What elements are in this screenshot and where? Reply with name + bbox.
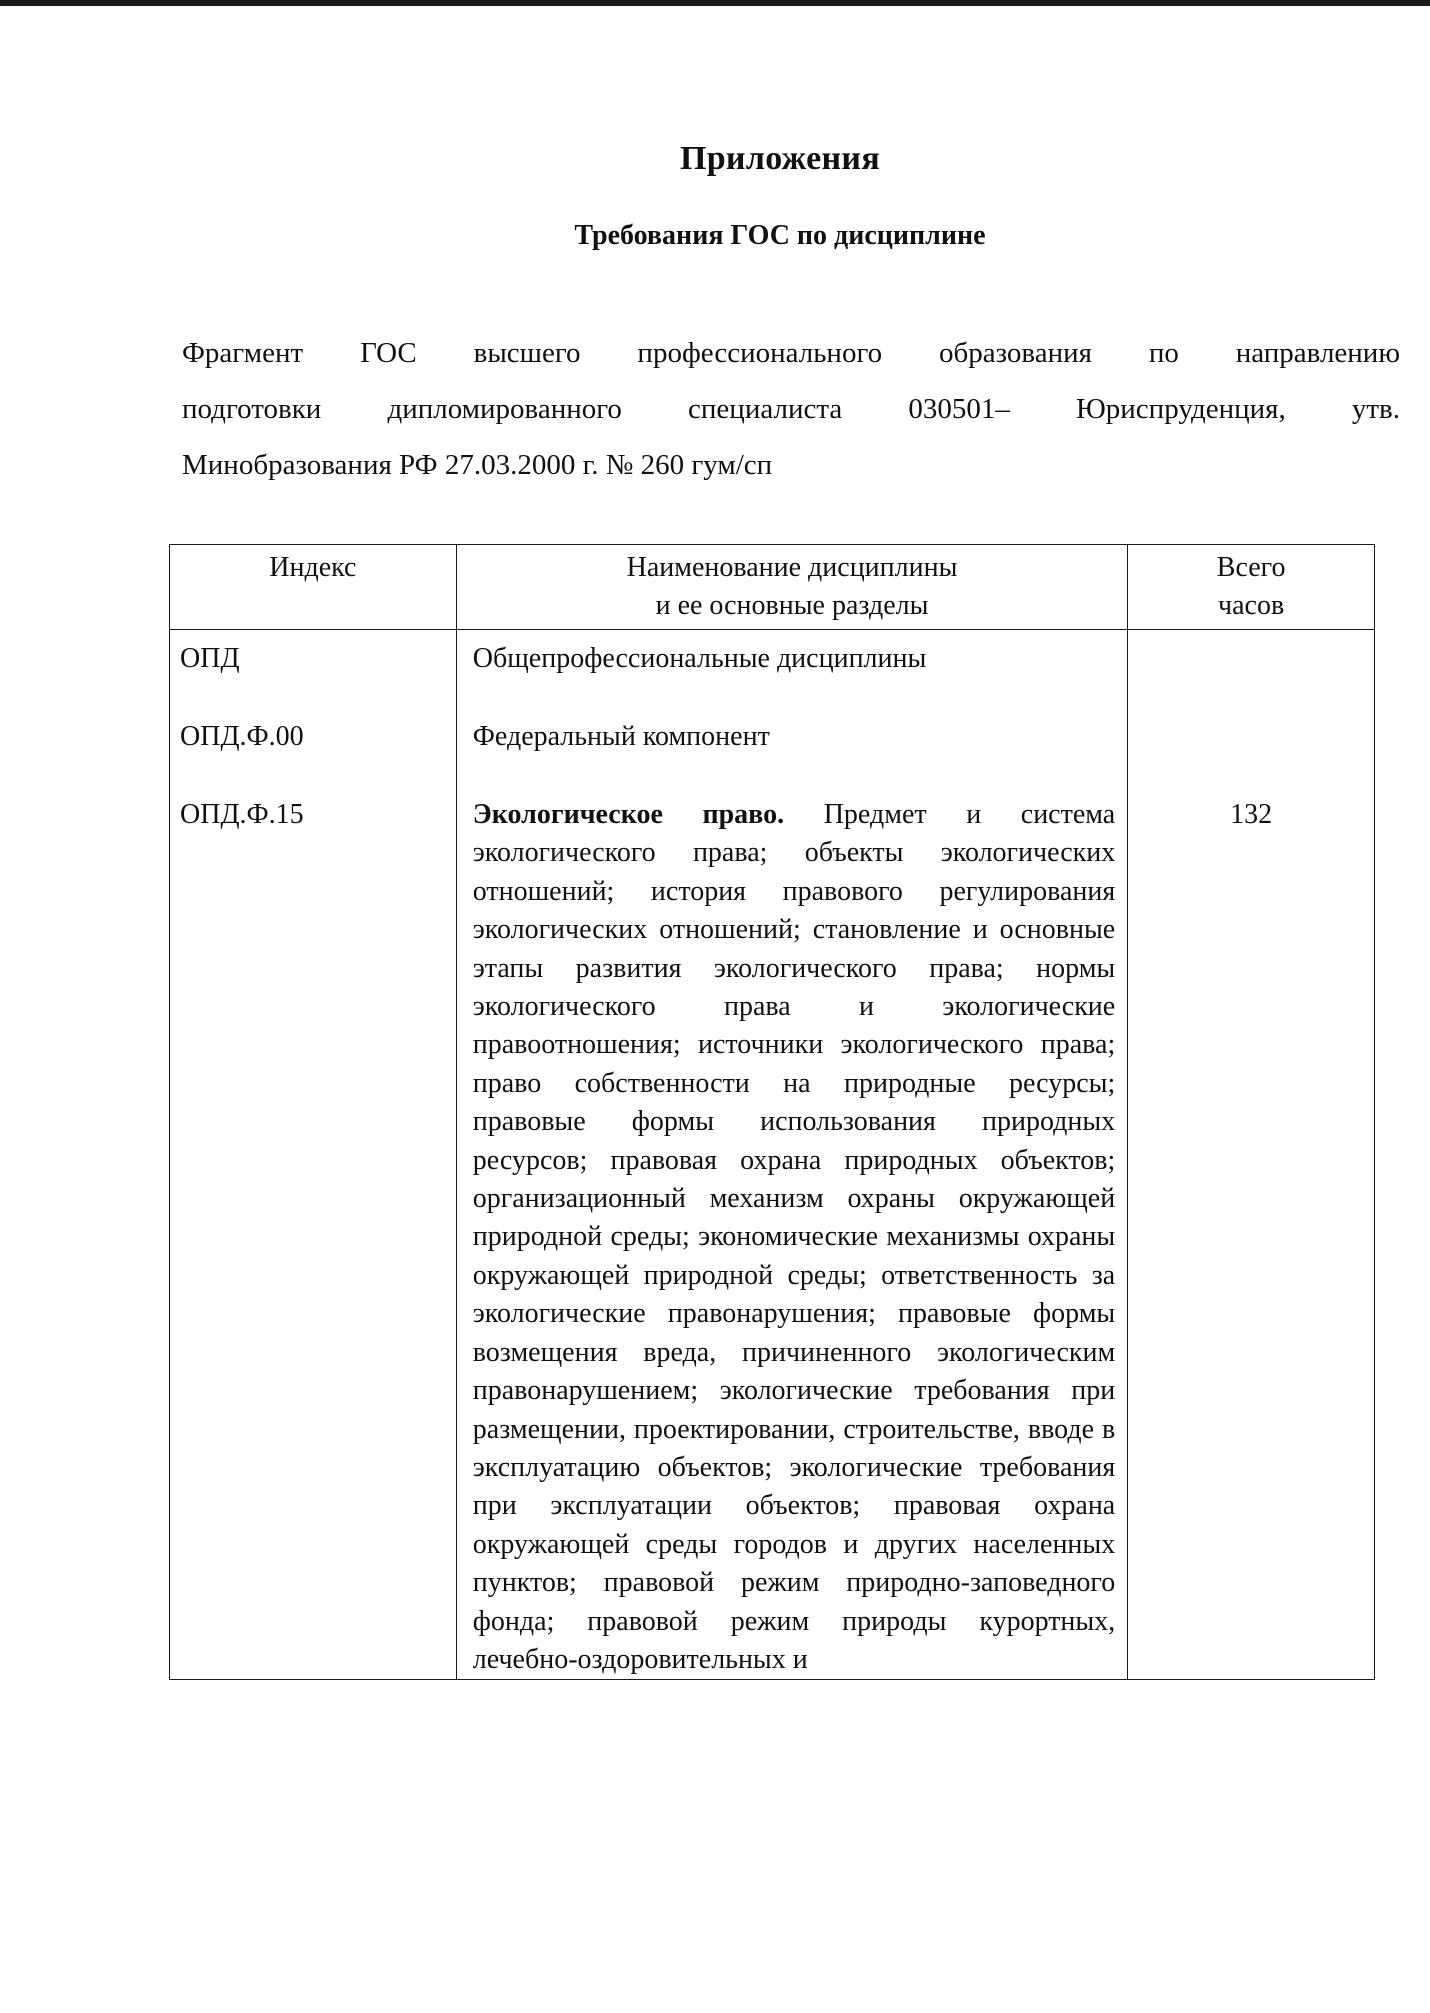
hours-value: 132 <box>1230 799 1273 830</box>
name-federal-component: Федеральный компонент <box>472 721 770 752</box>
header-name-line-1: Наименование дисциплины <box>626 552 958 583</box>
header-hours-line-1: Всего <box>1216 552 1286 583</box>
discipline-title: Экологическое право. <box>472 799 785 830</box>
name-cell <box>456 630 1127 1680</box>
index-opd-f-00: ОПД.Ф.00 <box>180 721 304 752</box>
header-name <box>456 545 1127 630</box>
discipline-description <box>473 796 1115 1679</box>
intro-line-3: Минобразования РФ 27.03.2000 г. № 260 гум/сп <box>182 449 773 481</box>
discipline-table <box>169 544 1375 1680</box>
discipline-content: Предмет и система экологического права; объекты экологических отношений; история правового регулирования экологических отношений; становление и основные этапы развития экологического права; нормы экологического права и экологические правоотношения; источники экологического права; право собственности на природные ресурсы; правовые формы использования природных ресурсов; правовая охрана природных объектов; организационный механизм охраны окружающей природной среды; экономические механизмы охраны окружающей природной среды; ответственность за экологические правонарушения; правовые формы возмещения вреда, причиненного экологическим правонарушением; экологические требования при размещении, проектировании, строительстве, вводе в эксплуатацию объектов; экологические требования при эксплуатации объектов; правовая охрана окружающей среды городов и других населенных пунктов; правовой режим природно-заповедного фонда; правовой режим природы курортных, лечебно-оздоровительных и <box>472 799 1116 1675</box>
index-opd-f-15: ОПД.Ф.15 <box>180 799 304 830</box>
header-index <box>170 545 457 630</box>
header-hours <box>1128 545 1375 630</box>
page-title: Приложения <box>679 140 881 177</box>
header-name-line-2: и ее основные разделы <box>655 590 929 621</box>
scan-top-edge <box>0 0 1430 6</box>
index-cell <box>170 630 457 1680</box>
header-index-label: Индекс <box>269 552 357 583</box>
index-opd: ОПД <box>180 643 240 674</box>
page-subtitle: Требования ГОС по дисциплине <box>574 220 986 251</box>
header-hours-line-2: часов <box>1218 590 1285 621</box>
intro-paragraph <box>182 325 1400 493</box>
hours-cell <box>1128 630 1375 1680</box>
name-opd: Общепрофессиональные дисциплины <box>472 643 927 674</box>
intro-line-2: подготовки дипломированного специалиста 030501– Юриспруденция, утв. <box>182 393 1400 425</box>
intro-line-1: Фрагмент ГОС высшего профессионального образования по направлению <box>182 337 1400 369</box>
table-row <box>170 630 1375 1680</box>
table-header-row <box>170 545 1375 630</box>
